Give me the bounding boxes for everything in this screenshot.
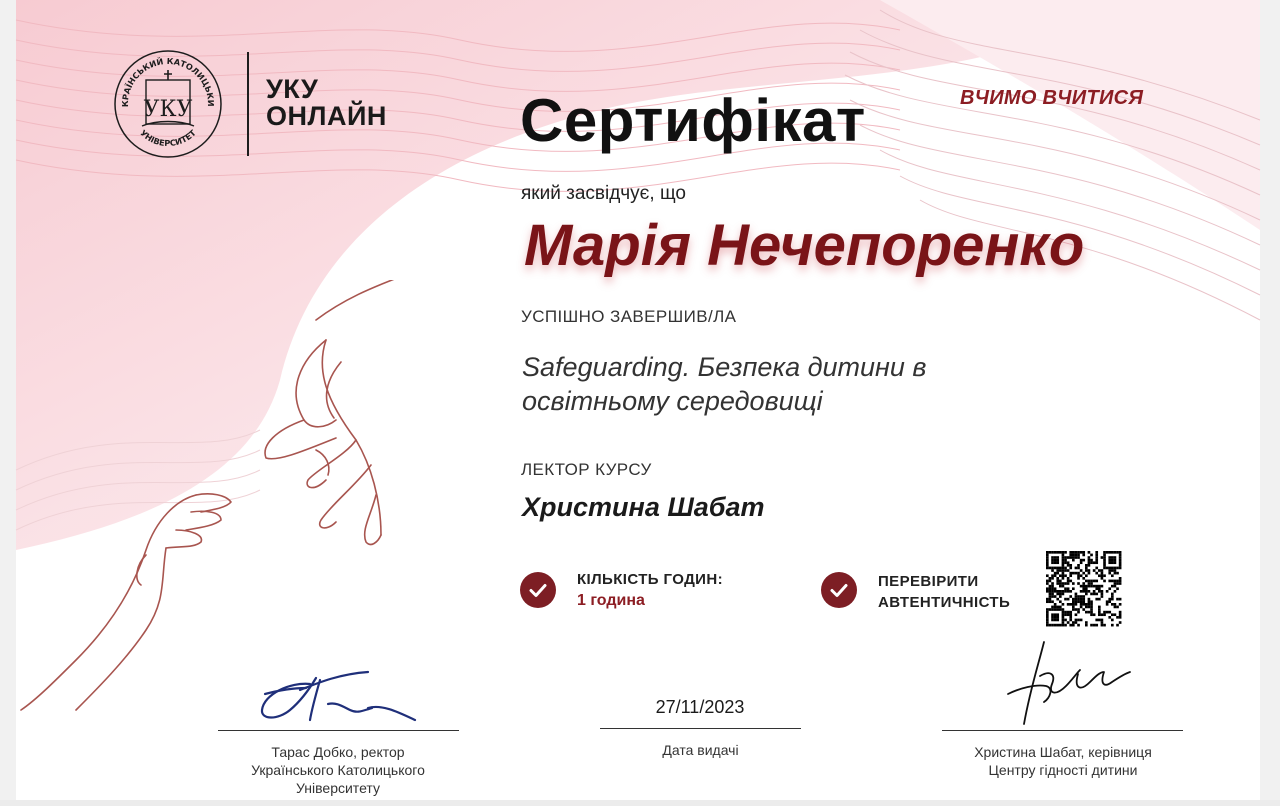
lecturer-label: ЛЕКТОР КУРСУ bbox=[521, 460, 652, 479]
logo-divider bbox=[247, 52, 249, 156]
qr-code-icon[interactable] bbox=[1040, 546, 1130, 634]
head-name: Христина Шабат, керівниця bbox=[974, 744, 1152, 760]
date-label: Дата видачі bbox=[662, 742, 739, 758]
check-circle-icon bbox=[821, 572, 857, 608]
brand-line-2: ОНЛАЙН bbox=[266, 101, 387, 131]
hours-value: 1 година bbox=[577, 592, 645, 609]
verify-line-1: ПЕРЕВІРИТИ bbox=[878, 573, 979, 590]
svg-text:УНІВЕРСИТЕТ: УНІВЕРСИТЕТ bbox=[138, 127, 198, 149]
recipient-name: Марія Нечепоренко bbox=[524, 213, 1085, 278]
brand-line-1: УКУ bbox=[266, 74, 319, 104]
rector-signature bbox=[250, 664, 430, 726]
svg-text:УКРАЇНСЬКИЙ КАТОЛИЦЬКИЙ: КРАЇНСЬКИЙ КАТОЛИЦЬКИ bbox=[119, 55, 217, 108]
course-title bbox=[522, 350, 1082, 418]
issue-date: 27/11/2023 bbox=[655, 697, 745, 717]
verify-line-2: АВТЕНТИЧНІСТЬ bbox=[878, 594, 1011, 611]
slogan: ВЧИМО ВЧИТИСЯ bbox=[960, 87, 1144, 109]
brand-logo bbox=[266, 76, 387, 130]
date-line bbox=[600, 728, 801, 729]
hours-label: КІЛЬКІСТЬ ГОДИН: bbox=[577, 571, 723, 588]
rector-signature-line bbox=[218, 730, 459, 731]
rector-name: Тарас Добко, ректор bbox=[271, 744, 405, 760]
rector-org-line-2: Університету bbox=[296, 780, 380, 796]
hands-illustration-icon bbox=[16, 280, 436, 720]
head-signature bbox=[1000, 636, 1150, 730]
bottom-frame bbox=[0, 800, 1280, 806]
rector-org-line-1: Українського Католицького bbox=[251, 762, 425, 778]
check-circle-icon bbox=[520, 572, 556, 608]
rector-caption bbox=[200, 743, 476, 797]
verify-authenticity-label bbox=[878, 571, 1010, 613]
head-org: Центру гідності дитини bbox=[988, 762, 1138, 778]
certifies-text: який засвідчує, що bbox=[521, 183, 686, 204]
head-signature-line bbox=[942, 730, 1183, 731]
head-caption bbox=[934, 743, 1192, 779]
svg-text:УКУ: УКУ bbox=[143, 97, 193, 122]
course-title-line-1: Safeguarding. Безпека дитини в bbox=[522, 352, 927, 382]
completed-label: УСПІШНО ЗАВЕРШИВ/ЛА bbox=[521, 307, 737, 326]
certificate-title: Сертифікат bbox=[520, 87, 866, 154]
uku-seal-icon bbox=[112, 48, 224, 160]
course-title-line-2: освітньому середовищі bbox=[522, 386, 823, 416]
lecturer-name: Христина Шабат bbox=[522, 492, 765, 522]
